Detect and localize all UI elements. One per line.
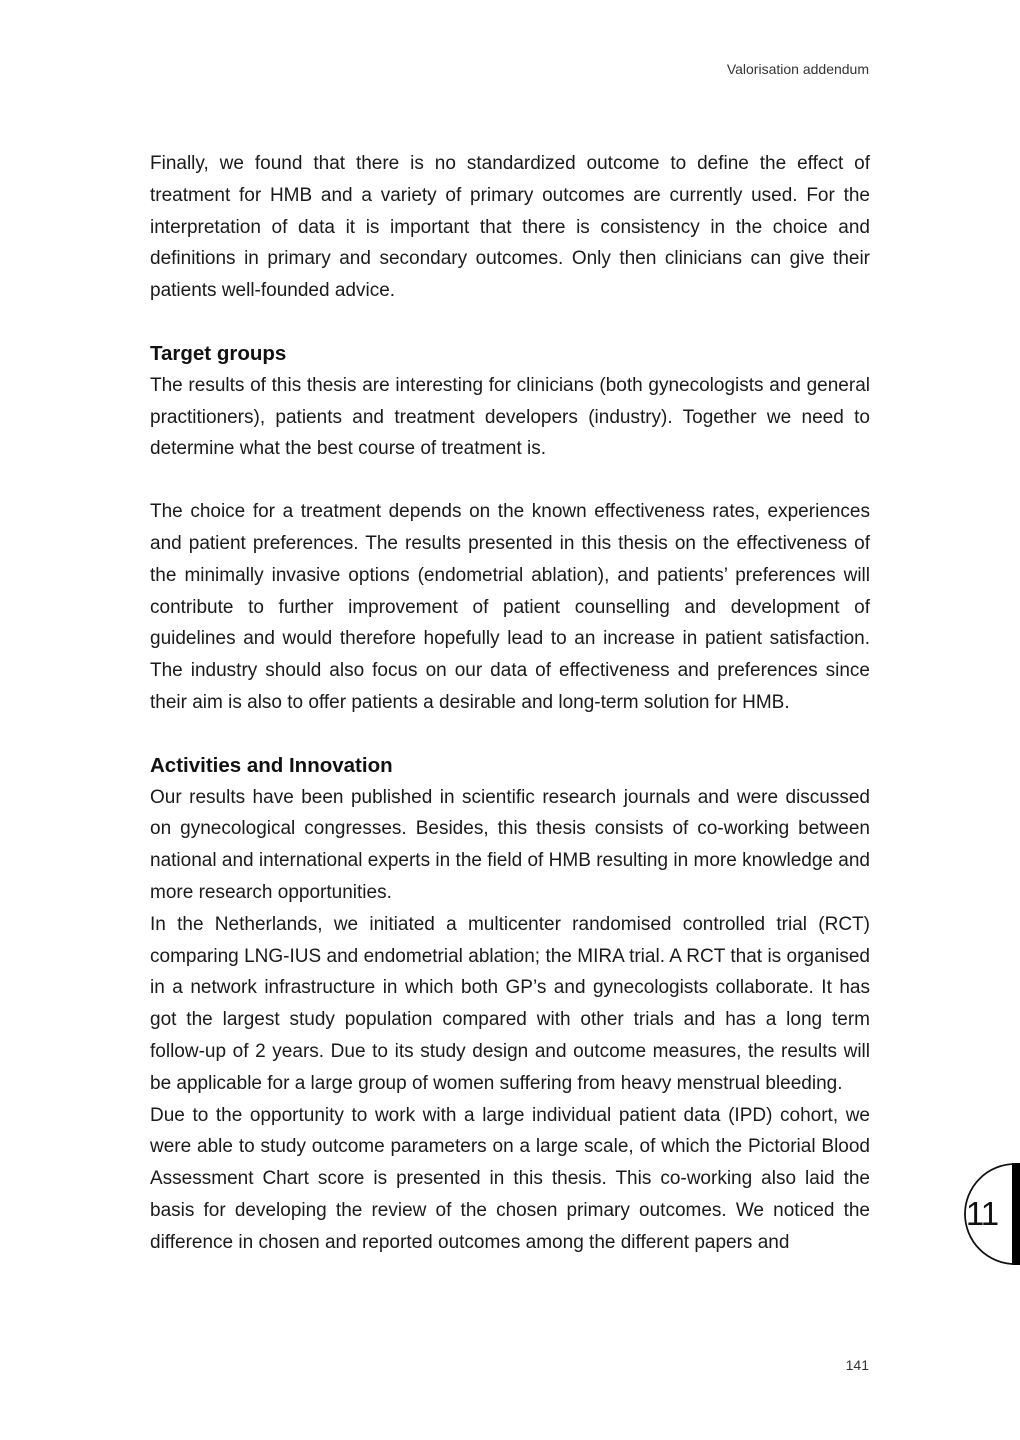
page-body: [150, 148, 870, 1259]
paragraph-spacer: [150, 307, 870, 338]
activities-paragraph-2: In the Netherlands, we initiated a multicenter randomised controlled trial (RCT) comparing LNG-IUS and endometrial ablation; the MIRA trial. A RCT that is organised in a network infrastructure in which both GP’s and gynecologists collaborate. It has got the largest study population compared with other trials and has a long term follow-up of 2 years. Due to its study design and outcome measures, the results will be applicable for a large group of women suffering from heavy menstrual bleeding.: [150, 913, 870, 1094]
target-groups-paragraph-2: The choice for a treatment depends on the known effectiveness rates, experiences and patient preferences. The results presented in this thesis on the effectiveness of the minimally invasive options (endometrial ablation), and patients’ preferences will contribute to further improvement of patient counselling and development of guidelines and would therefore hopefully lead to an increase in patient satisfaction. The industry should also focus on our data of effectiveness and preferences since their aim is also to offer patients a desirable and long-term solution for HMB.: [150, 501, 870, 713]
activities-paragraph-3: Due to the opportunity to work with a large individual patient data (IPD) cohort, we were able to study outcome parameters on a large scale, of which the Pictorial Blood Assessment Chart score is presented in this thesis. This co-working also laid the basis for developing the review of the chosen primary outcomes. We noticed the difference in chosen and reported outcomes among the different papers and: [150, 1104, 870, 1253]
chapter-number: 11: [965, 1195, 999, 1232]
target-groups-paragraph-1: The results of this thesis are interesting for clinicians (both gynecologists and general practitioners), patients and treatment developers (industry). Together we need to determine what the best course of treatment is.: [150, 374, 870, 460]
target-groups-heading: Target groups: [150, 341, 287, 365]
intro-paragraph: Finally, we found that there is no standardized outcome to define the effect of treatment for HMB and a variety of primary outcomes are currently used. For the interpretation of data it is important that there is consistency in the choice and definitions in primary and secondary outcomes. Only then clinicians can give their patients well-founded advice.: [150, 153, 870, 302]
page-number: 141: [845, 1357, 869, 1373]
activities-paragraph-1: Our results have been published in scientific research journals and were discussed on gynecological congresses. Besides, this thesis consists of co-working between national and international experts in the field of HMB resulting in more knowledge and more research opportunities.: [150, 786, 870, 903]
paragraph-spacer: [150, 719, 870, 750]
activities-heading: Activities and Innovation: [150, 753, 393, 777]
running-header: Valorisation addendum: [726, 61, 869, 77]
paragraph-spacer: [150, 465, 870, 496]
chapter-tab: [964, 1163, 1020, 1265]
